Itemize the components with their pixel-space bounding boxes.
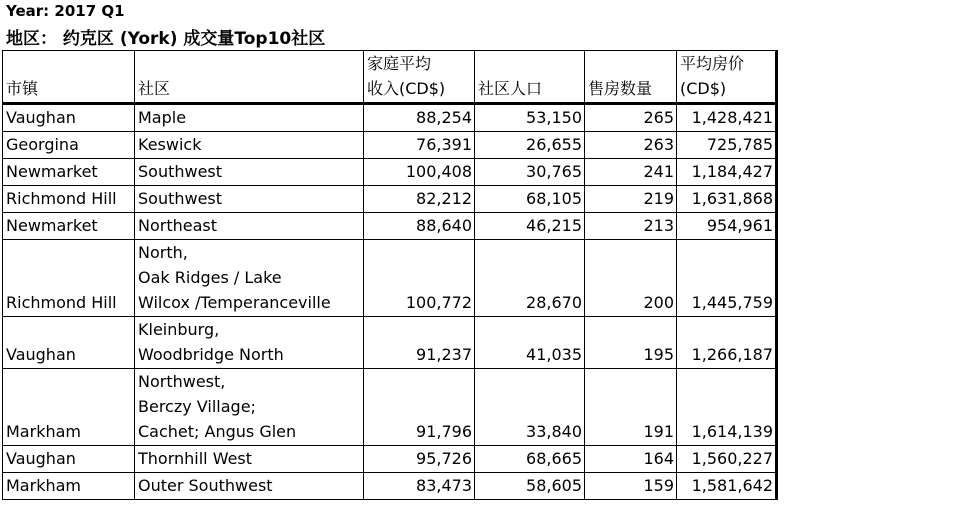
sales-count-cell: 241 — [585, 159, 677, 186]
town-cell: Georgina — [3, 132, 135, 159]
sales-count-cell: 219 — [585, 186, 677, 213]
town-cell: Markham — [3, 473, 135, 500]
income-cell: 91,237 — [364, 317, 475, 369]
community-cell — [135, 369, 364, 446]
population-cell: 33,840 — [475, 369, 585, 446]
sales-count-cell: 200 — [585, 240, 677, 317]
population-cell: 30,765 — [475, 159, 585, 186]
table-row — [3, 213, 777, 240]
town-cell: Richmond Hill — [3, 240, 135, 317]
sales-count-cell: 263 — [585, 132, 677, 159]
town-cell: Newmarket — [3, 159, 135, 186]
population-cell: 46,215 — [475, 213, 585, 240]
column-header — [585, 51, 677, 104]
income-cell: 88,254 — [364, 104, 475, 132]
population-cell: 68,105 — [475, 186, 585, 213]
community-line: North, — [138, 243, 188, 262]
table-row — [3, 104, 777, 132]
community-line: Keswick — [138, 135, 202, 154]
community-line: Southwest — [138, 162, 223, 181]
column-header-label: 平均房价 — [680, 54, 745, 73]
sales-count-cell: 195 — [585, 317, 677, 369]
town-cell: Vaughan — [3, 446, 135, 473]
community-cell — [135, 317, 364, 369]
column-header-label: 社区 — [138, 79, 171, 98]
community-line: Northwest, — [138, 372, 226, 391]
town-cell: Vaughan — [3, 317, 135, 369]
table-row — [3, 132, 777, 159]
column-header — [475, 51, 585, 104]
sales-table — [2, 50, 778, 500]
sales-count-cell: 164 — [585, 446, 677, 473]
community-cell — [135, 446, 364, 473]
average-price-cell: 1,428,421 — [677, 104, 777, 132]
table-row — [3, 159, 777, 186]
column-header-label: 收入(CD$) — [367, 79, 446, 98]
table-row — [3, 240, 777, 317]
community-line: Woodbridge North — [138, 345, 284, 364]
average-price-cell: 1,560,227 — [677, 446, 777, 473]
community-line: Kleinburg, — [138, 320, 220, 339]
average-price-cell: 1,184,427 — [677, 159, 777, 186]
community-line: Maple — [138, 108, 187, 127]
town-cell: Vaughan — [3, 104, 135, 132]
average-price-cell: 1,631,868 — [677, 186, 777, 213]
table-row — [3, 446, 777, 473]
average-price-cell: 725,785 — [677, 132, 777, 159]
town-cell: Newmarket — [3, 213, 135, 240]
town-cell: Markham — [3, 369, 135, 446]
income-cell: 100,772 — [364, 240, 475, 317]
column-header — [364, 51, 475, 104]
column-header-label: 售房数量 — [588, 79, 653, 98]
table-row — [3, 369, 777, 446]
population-cell: 26,655 — [475, 132, 585, 159]
community-line: Cachet; Angus Glen — [138, 422, 297, 441]
community-cell — [135, 132, 364, 159]
community-cell — [135, 159, 364, 186]
community-line: Berczy Village; — [138, 397, 256, 416]
income-cell: 100,408 — [364, 159, 475, 186]
community-cell — [135, 186, 364, 213]
population-cell: 53,150 — [475, 104, 585, 132]
income-cell: 83,473 — [364, 473, 475, 500]
community-line: Thornhill West — [138, 449, 253, 468]
community-line: Oak Ridges / Lake — [138, 268, 282, 287]
community-line: Wilcox /Temperanceville — [138, 293, 331, 312]
column-header — [677, 51, 777, 104]
community-cell — [135, 104, 364, 132]
income-cell: 76,391 — [364, 132, 475, 159]
average-price-cell: 1,266,187 — [677, 317, 777, 369]
community-cell — [135, 473, 364, 500]
average-price-cell: 1,614,139 — [677, 369, 777, 446]
income-cell: 95,726 — [364, 446, 475, 473]
average-price-cell: 1,581,642 — [677, 473, 777, 500]
community-cell — [135, 213, 364, 240]
region-title: 地区： 约克区 (York) 成交量Top10社区 — [6, 29, 326, 49]
population-cell: 28,670 — [475, 240, 585, 317]
header-row — [3, 51, 777, 104]
sales-count-cell: 265 — [585, 104, 677, 132]
community-line: Northeast — [138, 216, 218, 235]
sales-count-cell: 213 — [585, 213, 677, 240]
average-price-cell: 954,961 — [677, 213, 777, 240]
column-header — [3, 51, 135, 104]
sales-count-cell: 191 — [585, 369, 677, 446]
table-row — [3, 186, 777, 213]
community-line: Southwest — [138, 189, 223, 208]
income-cell: 91,796 — [364, 369, 475, 446]
income-cell: 82,212 — [364, 186, 475, 213]
community-cell — [135, 240, 364, 317]
income-cell: 88,640 — [364, 213, 475, 240]
column-header — [135, 51, 364, 104]
community-line: Outer Southwest — [138, 476, 273, 495]
table-row — [3, 317, 777, 369]
sales-count-cell: 159 — [585, 473, 677, 500]
column-header-label: 社区人口 — [478, 79, 543, 98]
column-header-label: 家庭平均 — [367, 54, 432, 73]
column-header-label: 市镇 — [6, 79, 39, 98]
average-price-cell: 1,445,759 — [677, 240, 777, 317]
year-quarter-title: Year: 2017 Q1 — [6, 2, 125, 20]
population-cell: 58,605 — [475, 473, 585, 500]
town-cell: Richmond Hill — [3, 186, 135, 213]
population-cell: 68,665 — [475, 446, 585, 473]
column-header-label: (CD$) — [680, 79, 727, 98]
population-cell: 41,035 — [475, 317, 585, 369]
table-row — [3, 473, 777, 500]
